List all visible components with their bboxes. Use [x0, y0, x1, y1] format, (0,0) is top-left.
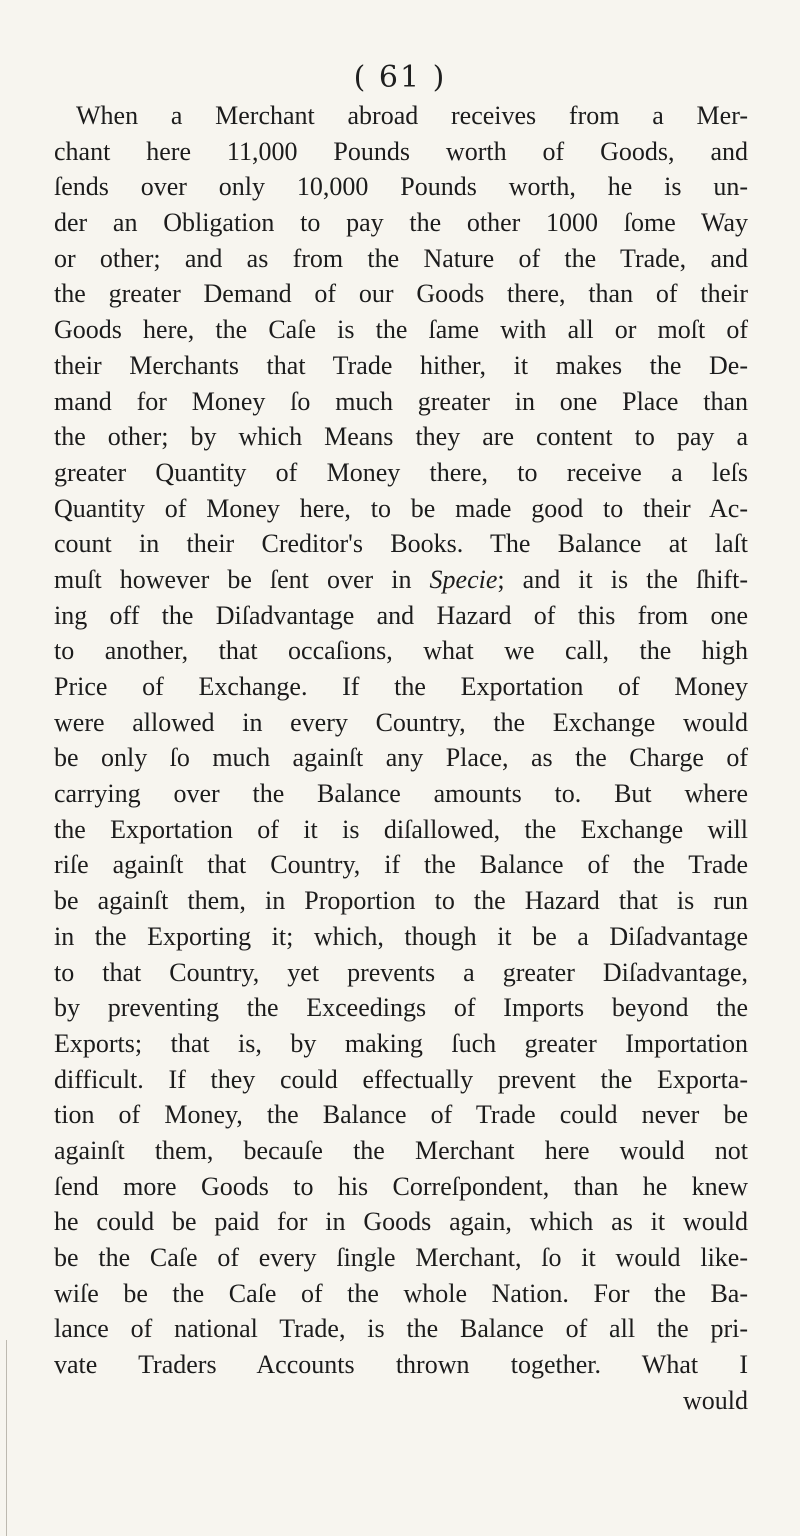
- text-line: to another, that occaſions, what we call, the high: [54, 636, 748, 666]
- text-line: to that Country, yet prevents a greater Diſadvantage,: [54, 957, 748, 987]
- text-line: greater Quantity of Money there, to receive a leſs: [54, 457, 748, 487]
- catchword: would: [683, 1385, 748, 1415]
- text-line: by preventing the Exceedings of Imports beyond the: [54, 993, 748, 1023]
- text-line: vate Traders Accounts thrown together. What I: [54, 1350, 748, 1380]
- text-line: wiſe be the Caſe of the whole Nation. For the Ba-: [54, 1278, 748, 1308]
- text-line: ing off the Diſadvantage and Hazard of this from one: [54, 600, 748, 630]
- text-line: der an Obligation to pay the other 1000 ſome Way: [54, 208, 748, 238]
- text-line: were allowed in every Country, the Exchange would: [54, 707, 748, 737]
- text-line: chant here 11,000 Pounds worth of Goods, and: [54, 136, 748, 166]
- text-line: muſt however be ſent over in Specie; and it is the ſhift-: [54, 564, 748, 594]
- text-line: the other; by which Means they are content to pay a: [54, 422, 748, 452]
- text-line: be the Caſe of every ſingle Merchant, ſo it would like-: [54, 1243, 748, 1272]
- text-line: riſe againſt that Country, if the Balance of the Trade: [54, 850, 748, 880]
- text-line: againſt them, becauſe the Merchant here would not: [54, 1135, 748, 1165]
- text-line: the greater Demand of our Goods there, than of their: [54, 279, 748, 309]
- italic-word: Specie: [429, 564, 498, 594]
- text-line: ſends over only 10,000 Pounds worth, he is un-: [54, 172, 748, 202]
- text-line: count in their Creditor's Books. The Balance at laſt: [54, 529, 748, 559]
- text-line: in the Exporting it; which, though it be a Diſadvantage: [54, 921, 748, 951]
- text-line: ſend more Goods to his Correſpondent, than he knew: [54, 1171, 748, 1201]
- page-number: ( 61 ): [353, 60, 447, 95]
- text-line: tion of Money, the Balance of Trade could never be: [54, 1100, 748, 1130]
- text-line: When a Merchant abroad receives from a Mer-: [76, 101, 748, 130]
- text-line: their Merchants that Trade hither, it makes the De-: [54, 350, 748, 380]
- text-line: he could be paid for in Goods again, which as it would: [54, 1207, 748, 1237]
- text-line: lance of national Trade, is the Balance of all the pri-: [54, 1314, 748, 1344]
- text-line: carrying over the Balance amounts to. But where: [54, 779, 748, 809]
- text-line: difficult. If they could effectually prevent the Exporta-: [54, 1064, 748, 1094]
- text-line: Quantity of Money here, to be made good to their Ac-: [54, 493, 748, 523]
- text-line: Exports; that is, by making ſuch greater Importation: [54, 1028, 748, 1058]
- text-line: Price of Exchange. If the Exportation of Money: [54, 672, 748, 701]
- text-line: mand for Money ſo much greater in one Place than: [54, 386, 748, 416]
- page-edge-line: [6, 1340, 7, 1536]
- text-line: or other; and as from the Nature of the Trade, and: [54, 243, 748, 273]
- text-line: be only ſo much againſt any Place, as the Charge of: [54, 743, 748, 773]
- text-line: the Exportation of it is diſallowed, the Exchange will: [54, 814, 748, 844]
- body-text: [54, 98, 748, 1418]
- text-line: be againſt them, in Proportion to the Hazard that is run: [54, 886, 748, 916]
- text-line: Goods here, the Caſe is the ſame with all or moſt of: [54, 315, 748, 345]
